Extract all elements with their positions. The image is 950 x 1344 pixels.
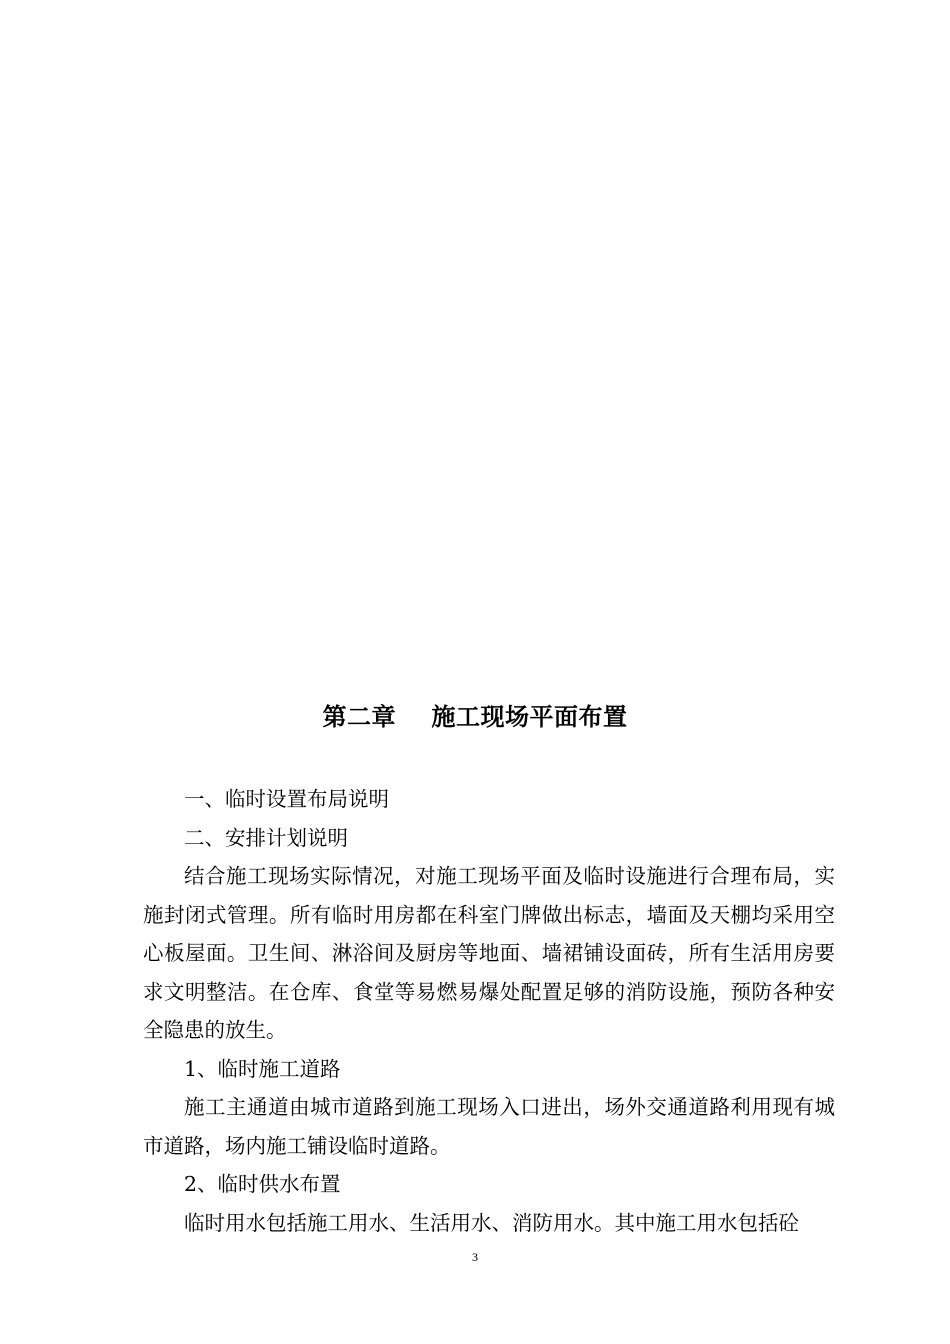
section-heading-arrangement-plan: 二、安排计划说明 [184,825,348,850]
page-number: 3 [472,1250,478,1264]
chapter-title: 第二章 施工现场平面布置 [322,702,628,731]
paragraph-temporary-water: 临时用水包括施工用水、生活用水、消防用水。其中施工用水包括砼 [184,1210,799,1235]
subheading-temporary-water: 2、临时供水布置 [184,1172,341,1196]
document-body [143,780,835,1242]
section-heading-temporary-setup: 一、临时设置布局说明 [184,787,389,811]
subheading-temporary-road: 1、临时施工道路 [184,1056,341,1081]
paragraph-temporary-road: 施工主通道由城市道路到施工现场入口进出，场外交通道路利用现有城市道路，场内施工铺设临时道路。 [143,1095,835,1158]
paragraph-site-layout: 结合施工现场实际情况，对施工现场平面及临时设施进行合理布局，实施封闭式管理。所有临时用房都在科室门牌做出标志，墙面及天棚均采用空心板屋面。卫生间、淋浴间及厨房等地面、墙裙铺设面砖，所有生活用房要求文明整洁。在仓库、食堂等易燃易爆处配置足够的消防设施，预防各种安全隐患的放生。 [143,864,835,1042]
